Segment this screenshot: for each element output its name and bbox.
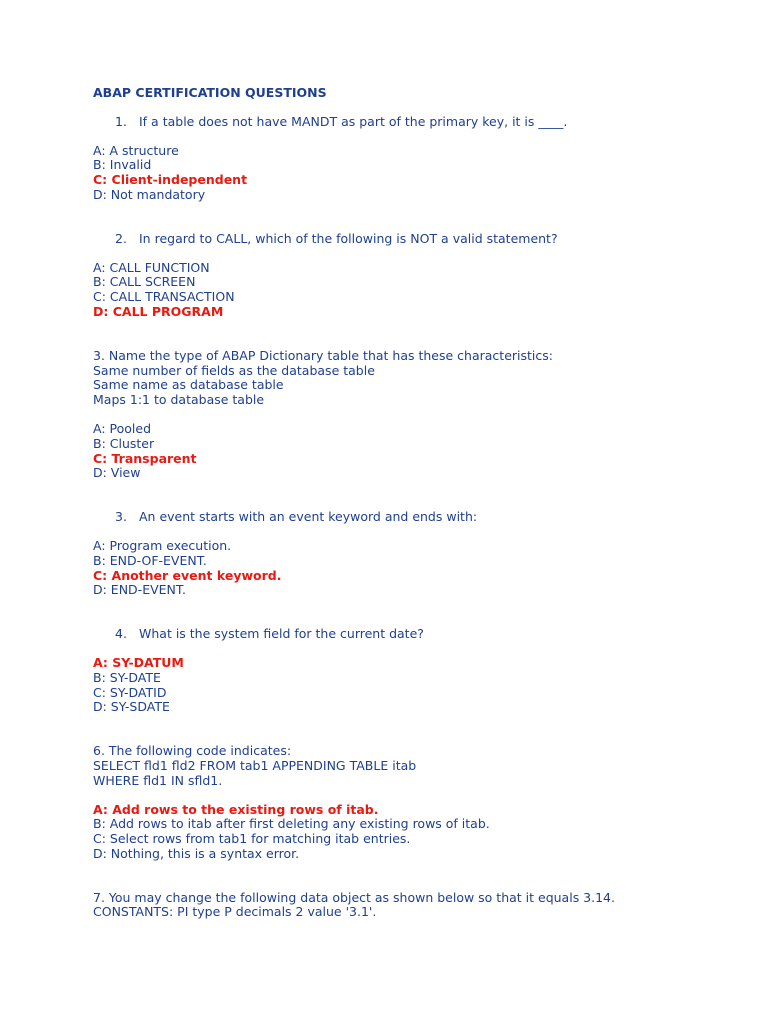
document-page <box>93 86 753 920</box>
answer-d: D: Nothing, this is a syntax error. <box>93 845 300 861</box>
answer-b: B: Cluster <box>93 435 155 451</box>
answer-c: C: CALL TRANSACTION <box>93 289 235 305</box>
answer-d: D: View <box>93 465 141 481</box>
question-7-text: 7. You may change the following data object as shown below so that it equals 3.14. <box>93 889 615 905</box>
question-6-code: WHERE fld1 IN sfld1. <box>93 772 223 788</box>
answer-c-correct: C: Another event keyword. <box>93 567 282 583</box>
question-3-characteristic: Same name as database table <box>93 377 284 393</box>
question-number: 2. <box>115 230 127 246</box>
question-3-characteristic: Maps 1:1 to database table <box>93 392 265 408</box>
answer-d: D: SY-SDATE <box>93 699 170 715</box>
question-number: 3. <box>115 509 127 525</box>
answer-b: B: Invalid <box>93 157 152 173</box>
answer-d: D: END-EVENT. <box>93 582 187 598</box>
answer-a: A: A structure <box>93 142 179 158</box>
question-text: What is the system field for the current date? <box>139 626 424 642</box>
question-event <box>93 510 753 525</box>
answer-b: B: SY-DATE <box>93 669 161 685</box>
question-3-text: 3. Name the type of ABAP Dictionary table that has these characteristics: <box>93 347 553 363</box>
question-2 <box>93 232 753 247</box>
answer-b: B: Add rows to itab after first deleting any existing rows of itab. <box>93 816 490 832</box>
question-6-text: 6. The following code indicates: <box>93 743 292 759</box>
question-text: If a table does not have MANDT as part of the primary key, it is ____. <box>139 113 568 129</box>
answer-d-correct: D: CALL PROGRAM <box>93 303 224 319</box>
answer-d: D: Not mandatory <box>93 186 206 202</box>
answer-c-correct: C: Transparent <box>93 450 197 466</box>
question-6-code: SELECT fld1 fld2 FROM tab1 APPENDING TABLE itab <box>93 757 417 773</box>
answer-a-correct: A: SY-DATUM <box>93 654 184 670</box>
question-text: An event starts with an event keyword and ends with: <box>139 509 478 525</box>
answer-a: A: Program execution. <box>93 537 232 553</box>
answer-b: B: END-OF-EVENT. <box>93 552 207 568</box>
answer-a-correct: A: Add rows to the existing rows of itab. <box>93 801 379 817</box>
question-4 <box>93 627 753 642</box>
answer-c-correct: C: Client-independent <box>93 172 248 188</box>
answer-a: A: CALL FUNCTION <box>93 259 210 275</box>
document-title: ABAP CERTIFICATION QUESTIONS <box>93 85 327 100</box>
question-3-characteristic: Same number of fields as the database table <box>93 362 375 378</box>
answer-c: C: SY-DATID <box>93 684 167 700</box>
question-number: 1. <box>115 113 127 129</box>
question-number: 4. <box>115 626 127 642</box>
answer-c: C: Select rows from tab1 for matching itab entries. <box>93 831 411 847</box>
answer-b: B: CALL SCREEN <box>93 274 196 290</box>
question-1 <box>93 115 753 130</box>
answer-a: A: Pooled <box>93 420 152 436</box>
question-text: In regard to CALL, which of the following is NOT a valid statement? <box>139 230 558 246</box>
question-7-code: CONSTANTS: PI type P decimals 2 value '3.1'. <box>93 904 377 920</box>
